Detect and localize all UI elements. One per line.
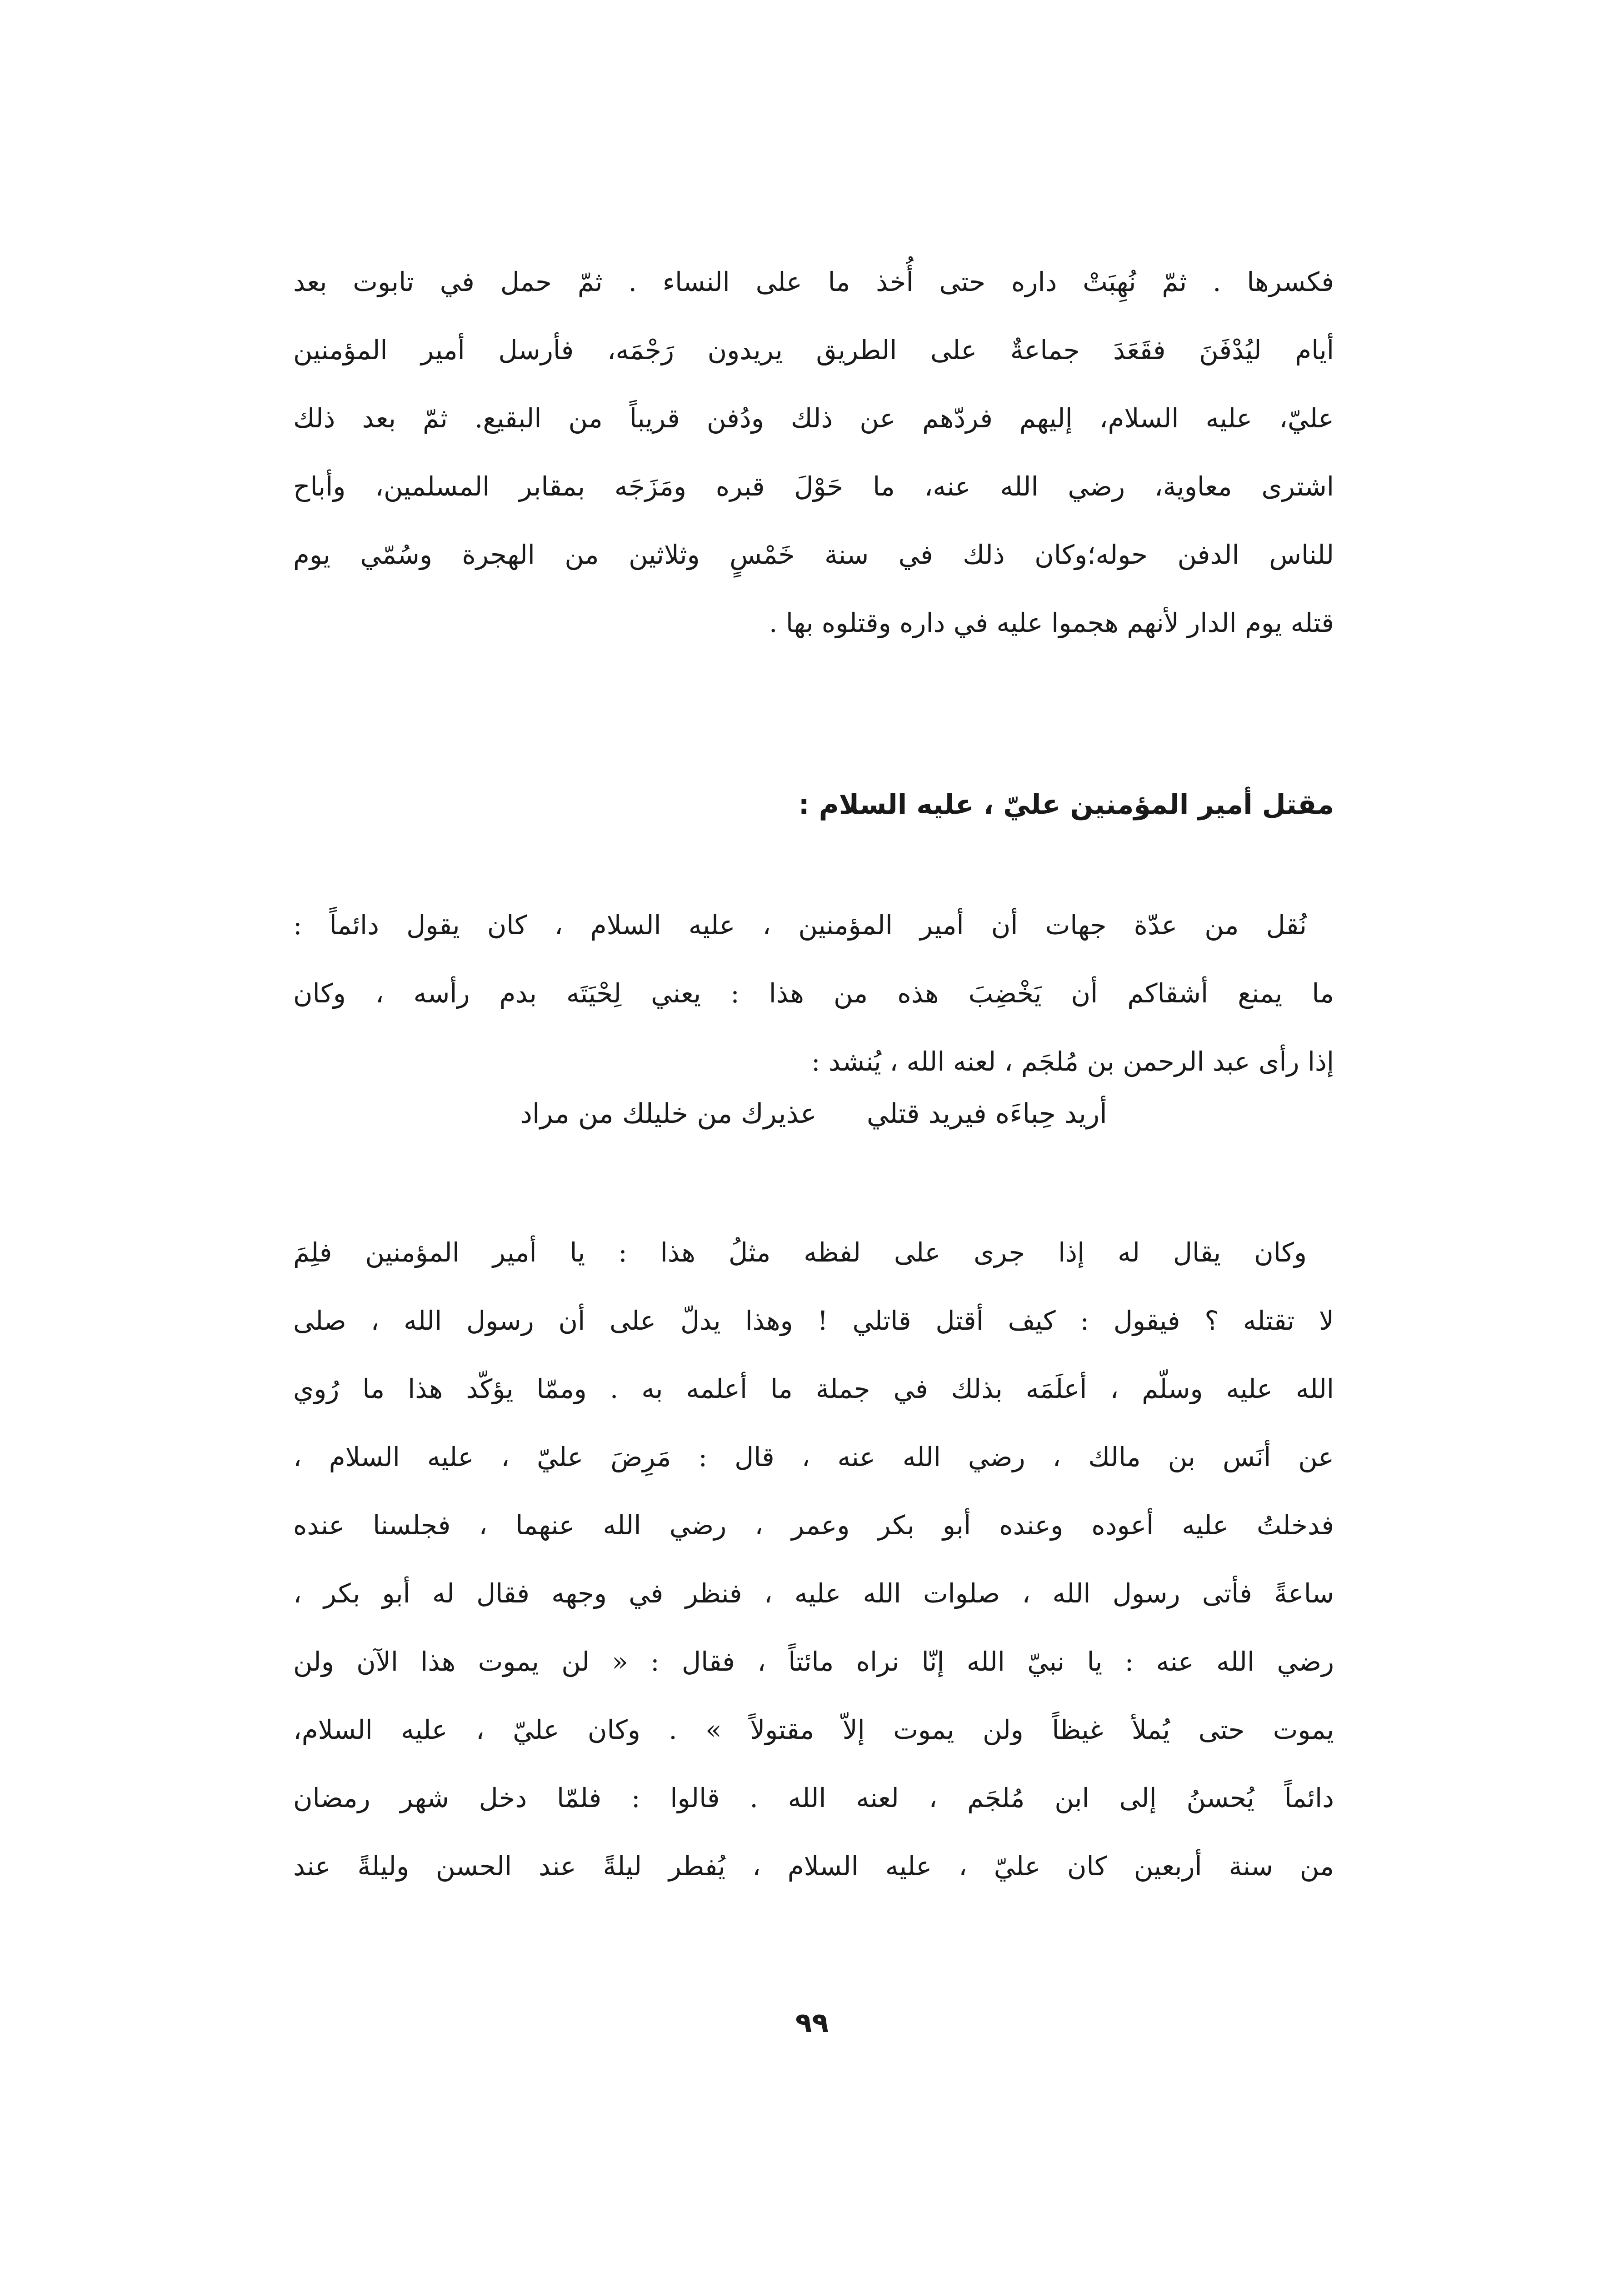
text-line: دائماً يُحسنُ إلى ابن مُلجَم ، لعنه الله . قالوا : فلمّا دخل شهر رمضان xyxy=(293,1782,1334,1813)
text-line: قتله يوم الدار لأنهم هجموا عليه في داره وقتلوه بها . xyxy=(769,607,1334,638)
text-line: ساعةً فأتى رسول الله ، صلوات الله عليه ، فنظر في وجهه فقال له أبو بكر ، xyxy=(293,1578,1334,1609)
text-line: عن أنَس بن مالك ، رضي الله عنه ، قال : مَرِضَ عليّ ، عليه السلام ، xyxy=(293,1442,1334,1472)
text-line: لا تقتله ؟ فيقول : كيف أقتل قاتلي ! وهذا يدلّ على أن رسول الله ، صلى xyxy=(293,1305,1334,1336)
text-line: عليّ، عليه السلام، إليهم فردّهم عن ذلك ودُفن قريباً من البقيع. ثمّ بعد ذلك xyxy=(293,403,1334,434)
paragraph-uthman-burial xyxy=(293,248,1334,657)
text-line: فدخلتُ عليه أعوده وعنده أبو بكر وعمر ، رضي الله عنهما ، فجلسنا عنده xyxy=(293,1510,1334,1541)
paragraph-anas-hadith xyxy=(293,1218,1334,1900)
text-line: ما يمنع أشقاكم أن يَخْضِبَ هذه من هذا : يعني لِحْيَتَه بدم رأسه ، وكان xyxy=(293,978,1334,1009)
text-line: الله عليه وسلّم ، أعلَمَه بذلك في جملة ما أعلمه به . وممّا يؤكّد هذا ما رُوي xyxy=(293,1373,1334,1404)
section-heading: مقتل أمير المؤمنين عليّ ، عليه السلام : xyxy=(798,789,1334,821)
text-line: إذا رأى عبد الرحمن بن مُلجَم ، لعنه الله ، يُنشد : xyxy=(811,1046,1334,1077)
text-line: نُقل من عدّة جهات أن أمير المؤمنين ، عليه السلام ، كان يقول دائماً : xyxy=(293,910,1307,941)
text-line: اشترى معاوية، رضي الله عنه، ما حَوْلَ قبره ومَزَجَه بمقابر المسلمين، وأباح xyxy=(293,471,1334,502)
text-line: يموت حتى يُملأ غيظاً ولن يموت إلاّ مقتولاً » . وكان عليّ ، عليه السلام، xyxy=(293,1714,1334,1745)
text-line: من سنة أربعين كان عليّ ، عليه السلام ، يُفطر ليلةً عند الحسن وليلةً عند xyxy=(293,1851,1334,1882)
poem-hemistich-second: عذيرك من خليلك من مراد xyxy=(520,1098,817,1130)
text-line: للناس الدفن حوله؛وكان ذلك في سنة خَمْسٍ وثلاثين من الهجرة وسُمّي يوم xyxy=(293,539,1334,570)
text-line: فكسرها . ثمّ نُهِبَتْ داره حتى أُخذ ما على النساء . ثمّ حمل في تابوت بعد xyxy=(293,266,1334,297)
text-line: أيام ليُدْفَنَ فقَعَدَ جماعةٌ على الطريق يريدون رَجْمَه، فأرسل أمير المؤمنين xyxy=(293,335,1334,365)
text-line: وكان يقال له إذا جرى على لفظه مثلُ هذا : يا أمير المؤمنين فلِمَ xyxy=(293,1237,1307,1268)
paragraph-ali-saying xyxy=(293,891,1334,1096)
text-line: رضي الله عنه : يا نبيّ الله إنّا نراه مائتاً ، فقال : « لن يموت هذا الآن ولن xyxy=(293,1646,1334,1677)
poem-verse xyxy=(293,1091,1334,1136)
page-number: ٩٩ xyxy=(795,2007,829,2039)
poem-hemistich-first: أريد حِباءَه فيريد قتلي xyxy=(866,1098,1107,1130)
